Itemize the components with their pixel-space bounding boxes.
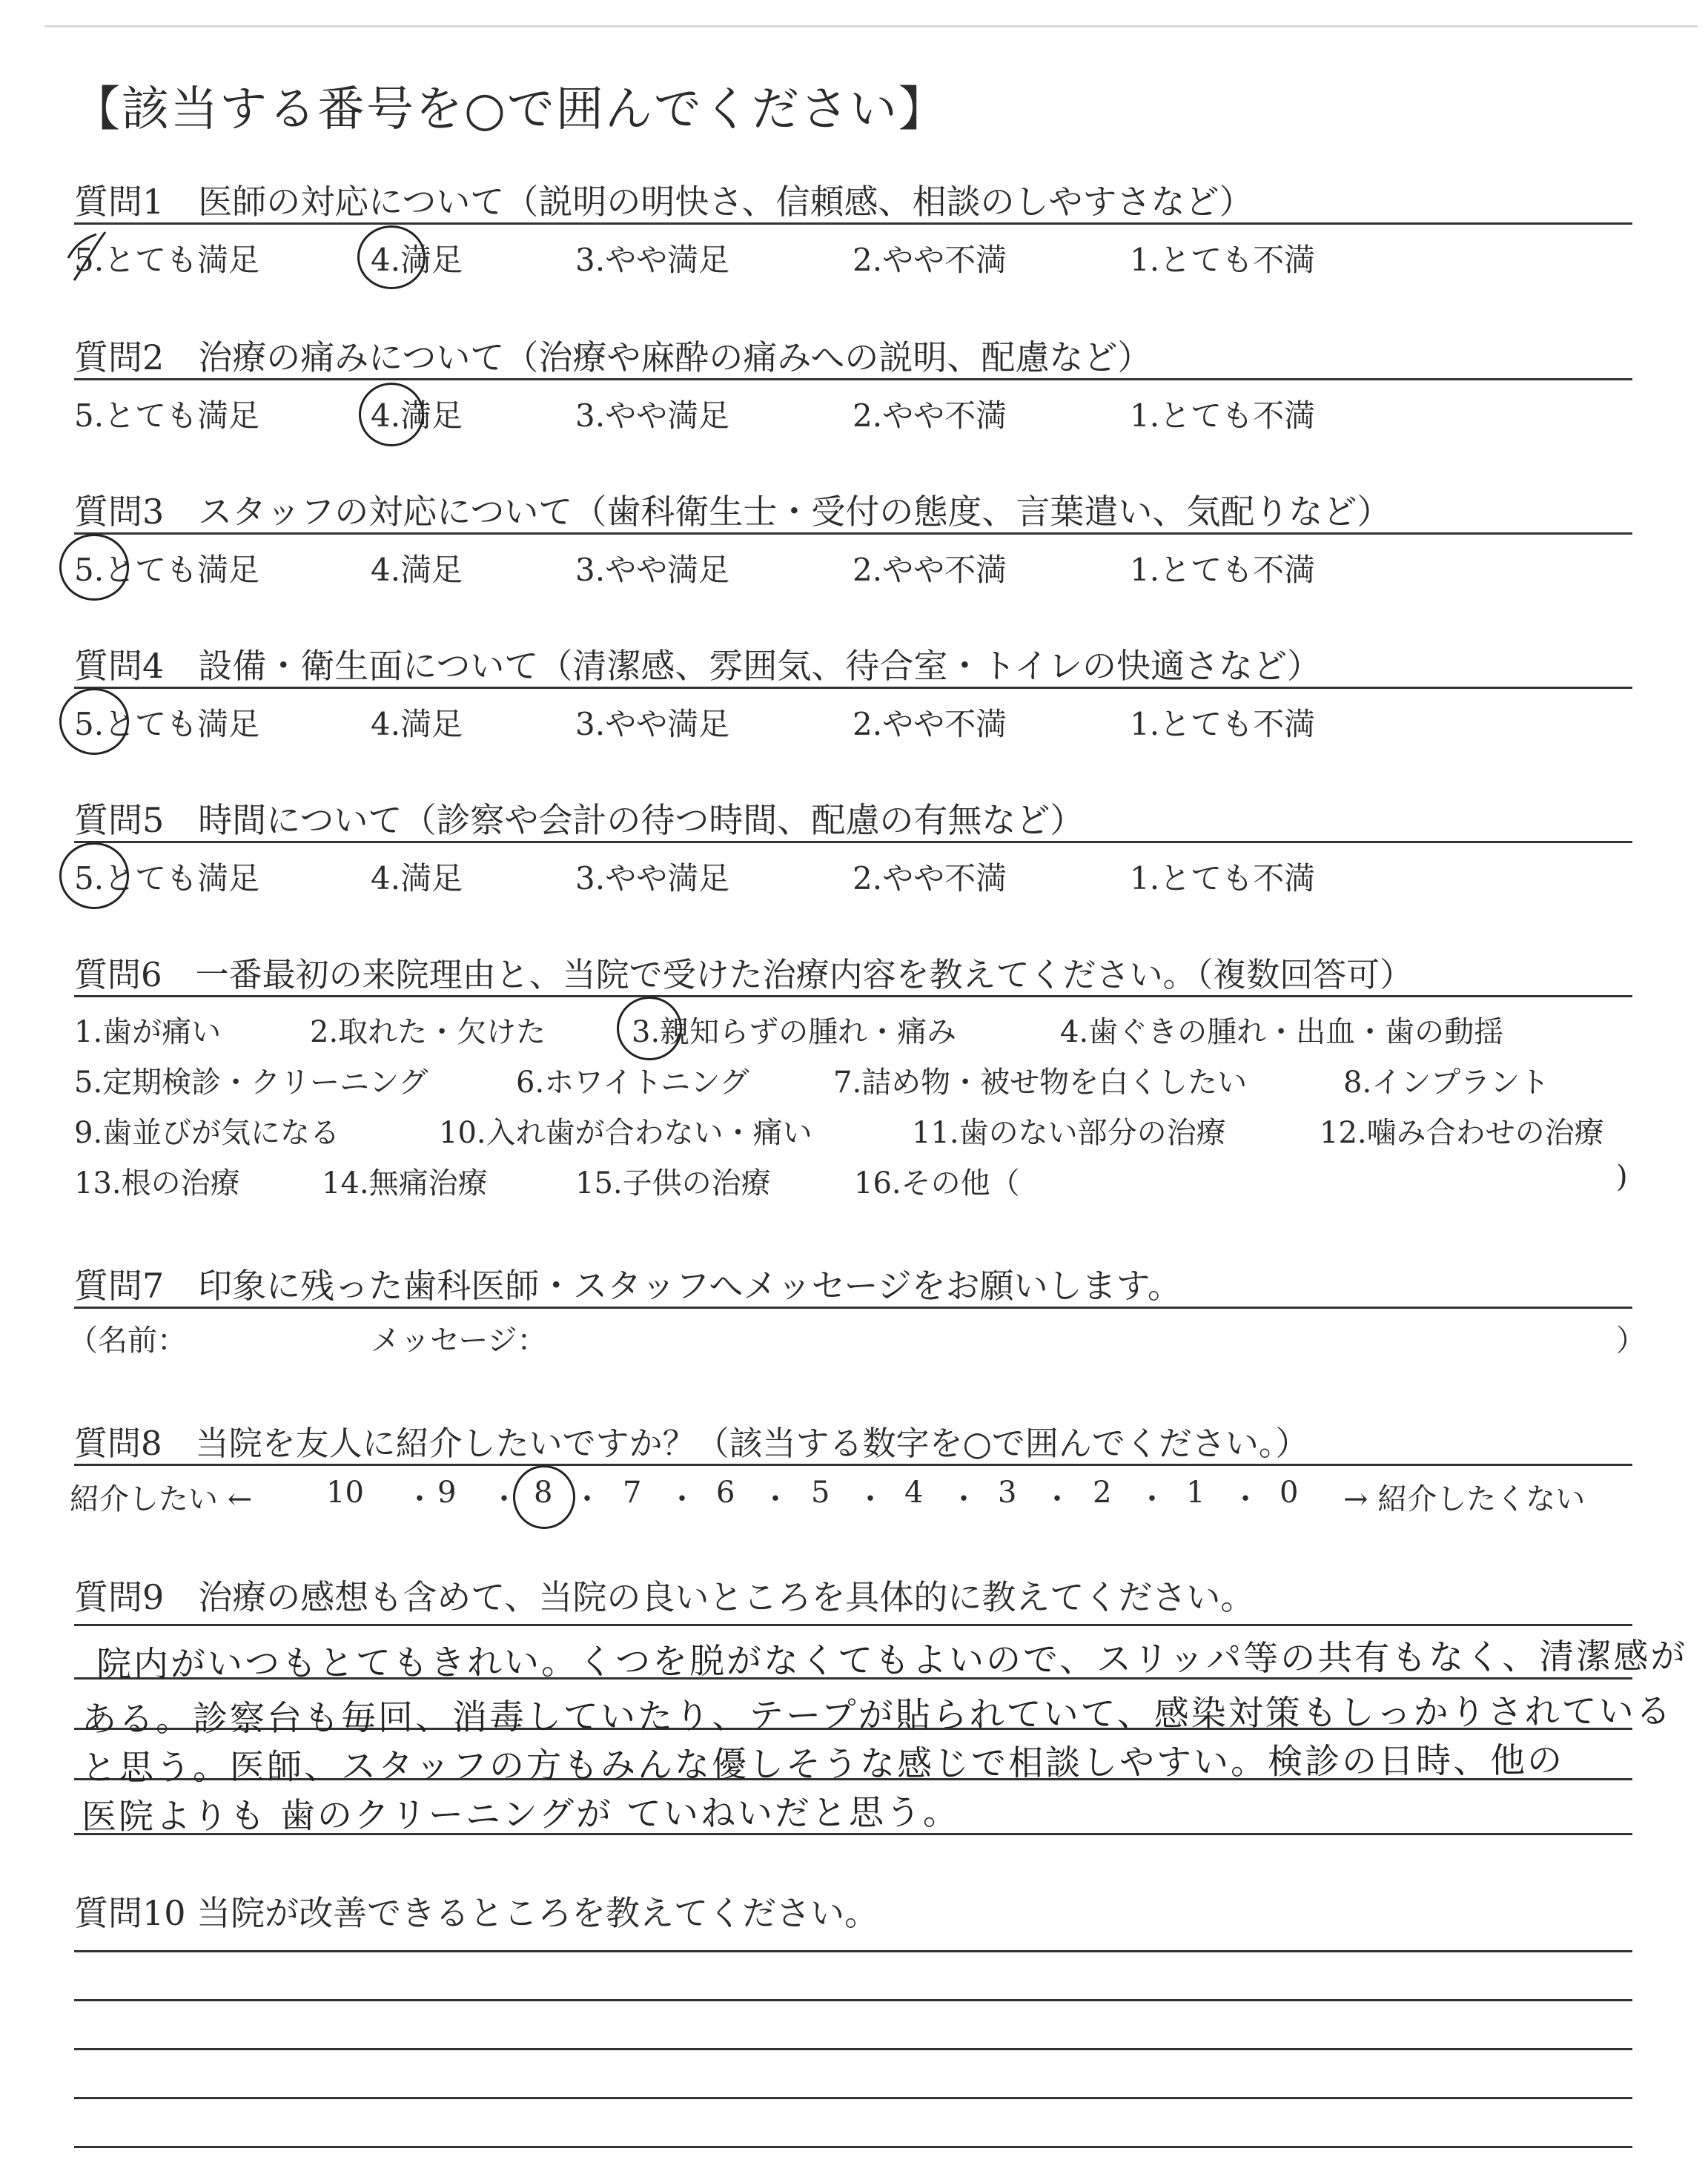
scale-dot: ・ xyxy=(761,1482,790,1516)
q6-option-9[interactable]: 9.歯並びが気になる xyxy=(74,1116,340,1150)
scale-dot: ・ xyxy=(405,1482,434,1516)
scale-dot: ・ xyxy=(572,1482,602,1516)
question-5-options xyxy=(74,854,1632,899)
q2-option-4[interactable]: 4.満足 xyxy=(371,397,463,434)
q1-strike-mark xyxy=(67,228,111,288)
handwritten-answer-line-1: 院内がいつもとてもきれい。くつを脱がなくてもよいので、スリッパ等の共有もなく、清潔感が xyxy=(96,1636,1688,1685)
q2-option-2[interactable]: 2.やや不満 xyxy=(853,397,1007,434)
question-6-rule xyxy=(74,995,1632,997)
q6-option-16[interactable]: 16.その他（ xyxy=(854,1166,1020,1200)
scale-5[interactable]: 5 xyxy=(811,1476,830,1510)
question-9-answer-area xyxy=(0,1624,1708,1846)
q5-option-4[interactable]: 4.満足 xyxy=(371,860,463,896)
question-10-label: 質問10 当院が改善できるところを教えてください。 xyxy=(74,1893,879,1933)
q6-option-2[interactable]: 2.取れた・欠けた xyxy=(310,1015,546,1049)
scale-9[interactable]: 9 xyxy=(437,1476,457,1510)
scale-dot: ・ xyxy=(667,1482,697,1516)
question-3-label: 質問3 スタッフの対応について（歯科衛生士・受付の態度、言葉遣い、気配りなど） xyxy=(74,492,1391,532)
q7-close-paren: ） xyxy=(1616,1324,1646,1358)
q6-option-13[interactable]: 13.根の治療 xyxy=(74,1166,240,1200)
question-4-rule xyxy=(74,687,1632,689)
message-field-label[interactable]: メッセージ： xyxy=(371,1324,547,1358)
question-4-options xyxy=(74,700,1632,744)
q3-option-4[interactable]: 4.満足 xyxy=(371,552,463,588)
scale-dot: ・ xyxy=(1137,1482,1167,1516)
scale-7[interactable]: 7 xyxy=(623,1476,642,1510)
q10-answer-line-3[interactable] xyxy=(74,2048,1632,2050)
scale-6[interactable]: 6 xyxy=(716,1476,735,1510)
recommend-left-label: 紹介したい ← xyxy=(70,1482,253,1516)
question-1-label: 質問1 医師の対応について（説明の明快さ、信頼感、相談のしやすさなど） xyxy=(74,182,1254,222)
q10-answer-line-2[interactable] xyxy=(74,1999,1632,2001)
q6-option-14[interactable]: 14.無痛治療 xyxy=(322,1166,488,1200)
scale-4[interactable]: 4 xyxy=(904,1476,924,1510)
q6-other-close-paren: ) xyxy=(1616,1160,1628,1194)
q6-option-4[interactable]: 4.歯ぐきの腫れ・出血・歯の動揺 xyxy=(1060,1015,1504,1049)
scale-dot: ・ xyxy=(1042,1482,1072,1516)
q4-option-2[interactable]: 2.やや不満 xyxy=(853,706,1007,742)
q1-option-1[interactable]: 1.とても不満 xyxy=(1130,242,1316,278)
question-5-label: 質問5 時間について（診察や会計の待つ時間、配慮の有無など） xyxy=(74,800,1085,840)
question-8-scale xyxy=(70,1476,1632,1520)
q1-option-5[interactable]: 5.とても満足 xyxy=(74,242,260,278)
question-2-label: 質問2 治療の痛みについて（治療や麻酔の痛みへの説明、配慮など） xyxy=(74,337,1152,377)
q5-option-1[interactable]: 1.とても不満 xyxy=(1130,860,1316,896)
question-6-row-3 xyxy=(74,1109,1632,1151)
top-border xyxy=(44,25,1698,27)
q3-option-5[interactable]: 5.とても満足 xyxy=(74,552,260,588)
q5-option-5[interactable]: 5.とても満足 xyxy=(74,860,260,896)
q1-option-3[interactable]: 3.やや満足 xyxy=(575,242,730,278)
question-4-label: 質問4 設備・衛生面について（清潔感、雰囲気、待合室・トイレの快適さなど） xyxy=(74,646,1322,686)
question-8-label: 質問8 当院を友人に紹介したいですか？（該当する数字を○で囲んでください。） xyxy=(74,1424,1309,1463)
scale-8[interactable]: 8 xyxy=(534,1476,553,1510)
question-3-rule xyxy=(74,532,1632,535)
question-5-rule xyxy=(74,841,1632,843)
q4-option-4[interactable]: 4.満足 xyxy=(371,706,463,742)
q4-option-5[interactable]: 5.とても満足 xyxy=(74,706,260,742)
handwritten-answer-line-3: と思う。医師、スタッフの方もみんな優しそうな感じで相談しやすい。検診の日時、他の xyxy=(81,1740,1565,1789)
form-heading: 【該当する番号を○で囲んでください】 xyxy=(73,82,947,137)
question-7-fields xyxy=(68,1317,1646,1358)
scale-1[interactable]: 1 xyxy=(1186,1476,1205,1510)
question-6-row-1 xyxy=(74,1008,1632,1050)
q6-option-11[interactable]: 11.歯のない部分の治療 xyxy=(912,1116,1226,1150)
scale-10[interactable]: 10 xyxy=(326,1476,364,1510)
q6-option-1[interactable]: 1.歯が痛い xyxy=(74,1015,222,1049)
question-1-rule xyxy=(74,222,1632,225)
q2-option-3[interactable]: 3.やや満足 xyxy=(575,397,730,434)
q3-option-1[interactable]: 1.とても不満 xyxy=(1130,552,1316,588)
q6-option-6[interactable]: 6.ホワイトニング xyxy=(516,1066,749,1100)
question-3-options xyxy=(74,546,1632,590)
q3-option-3[interactable]: 3.やや満足 xyxy=(575,552,730,588)
q5-option-2[interactable]: 2.やや不満 xyxy=(853,860,1007,896)
name-field-label[interactable]: （名前： xyxy=(68,1324,187,1358)
q10-answer-line-4[interactable] xyxy=(74,2097,1632,2099)
q10-answer-line-5[interactable] xyxy=(74,2146,1632,2148)
q6-option-7[interactable]: 7.詰め物・被せ物を白くしたい xyxy=(833,1066,1248,1100)
q10-answer-line-1[interactable] xyxy=(74,1950,1632,1952)
q1-option-2[interactable]: 2.やや不満 xyxy=(853,242,1007,278)
question-6-row-4 xyxy=(74,1160,1632,1201)
q2-option-5[interactable]: 5.とても満足 xyxy=(74,397,260,434)
question-7-label: 質問7 印象に残った歯科医師・スタッフへメッセージをお願いします。 xyxy=(74,1266,1182,1306)
recommend-right-label: → 紹介したくない xyxy=(1343,1482,1586,1516)
handwritten-answer-line-2: ある。診察台も毎回、消毒していたり、テープが貼られていて、感染対策もしっかりされている xyxy=(81,1691,1673,1740)
q6-option-3[interactable]: 3.親知らずの腫れ・痛み xyxy=(632,1015,957,1049)
q4-option-1[interactable]: 1.とても不満 xyxy=(1130,706,1316,742)
answer-line xyxy=(74,1624,1632,1626)
scale-dot: ・ xyxy=(949,1482,979,1516)
q4-option-3[interactable]: 3.やや満足 xyxy=(575,706,730,742)
question-1-options xyxy=(74,236,1632,280)
q1-option-4[interactable]: 4.満足 xyxy=(371,242,463,278)
scale-2[interactable]: 2 xyxy=(1093,1476,1112,1510)
q6-option-5[interactable]: 5.定期検診・クリーニング xyxy=(74,1066,428,1100)
q2-option-1[interactable]: 1.とても不満 xyxy=(1130,397,1316,434)
scale-3[interactable]: 3 xyxy=(998,1476,1017,1510)
question-2-rule xyxy=(74,378,1632,380)
q6-option-15[interactable]: 15.子供の治療 xyxy=(575,1166,771,1200)
q6-option-8[interactable]: 8.インプラント xyxy=(1343,1066,1550,1100)
q6-option-10[interactable]: 10.入れ歯が合わない・痛い xyxy=(439,1116,812,1150)
scale-dot: ・ xyxy=(489,1482,519,1516)
q5-option-3[interactable]: 3.やや満足 xyxy=(575,860,730,896)
question-9-label: 質問9 治療の感想も含めて、当院の良いところを具体的に教えてください。 xyxy=(74,1577,1255,1617)
handwritten-answer-line-4: 医院よりも 歯のクリーニングが ていねいだと思う。 xyxy=(81,1791,961,1838)
question-2-options xyxy=(74,392,1632,436)
question-8-rule xyxy=(74,1464,1632,1466)
scale-dot: ・ xyxy=(1231,1482,1260,1516)
scale-dot: ・ xyxy=(855,1482,885,1516)
scale-0[interactable]: 0 xyxy=(1280,1476,1299,1510)
q3-option-2[interactable]: 2.やや不満 xyxy=(853,552,1007,588)
q6-option-12[interactable]: 12.噛み合わせの治療 xyxy=(1320,1116,1604,1150)
question-6-label: 質問6 一番最初の来院理由と、当院で受けた治療内容を教えてください。（複数回答可） xyxy=(74,955,1414,994)
question-6-row-2 xyxy=(74,1059,1632,1100)
question-7-rule xyxy=(74,1307,1632,1309)
